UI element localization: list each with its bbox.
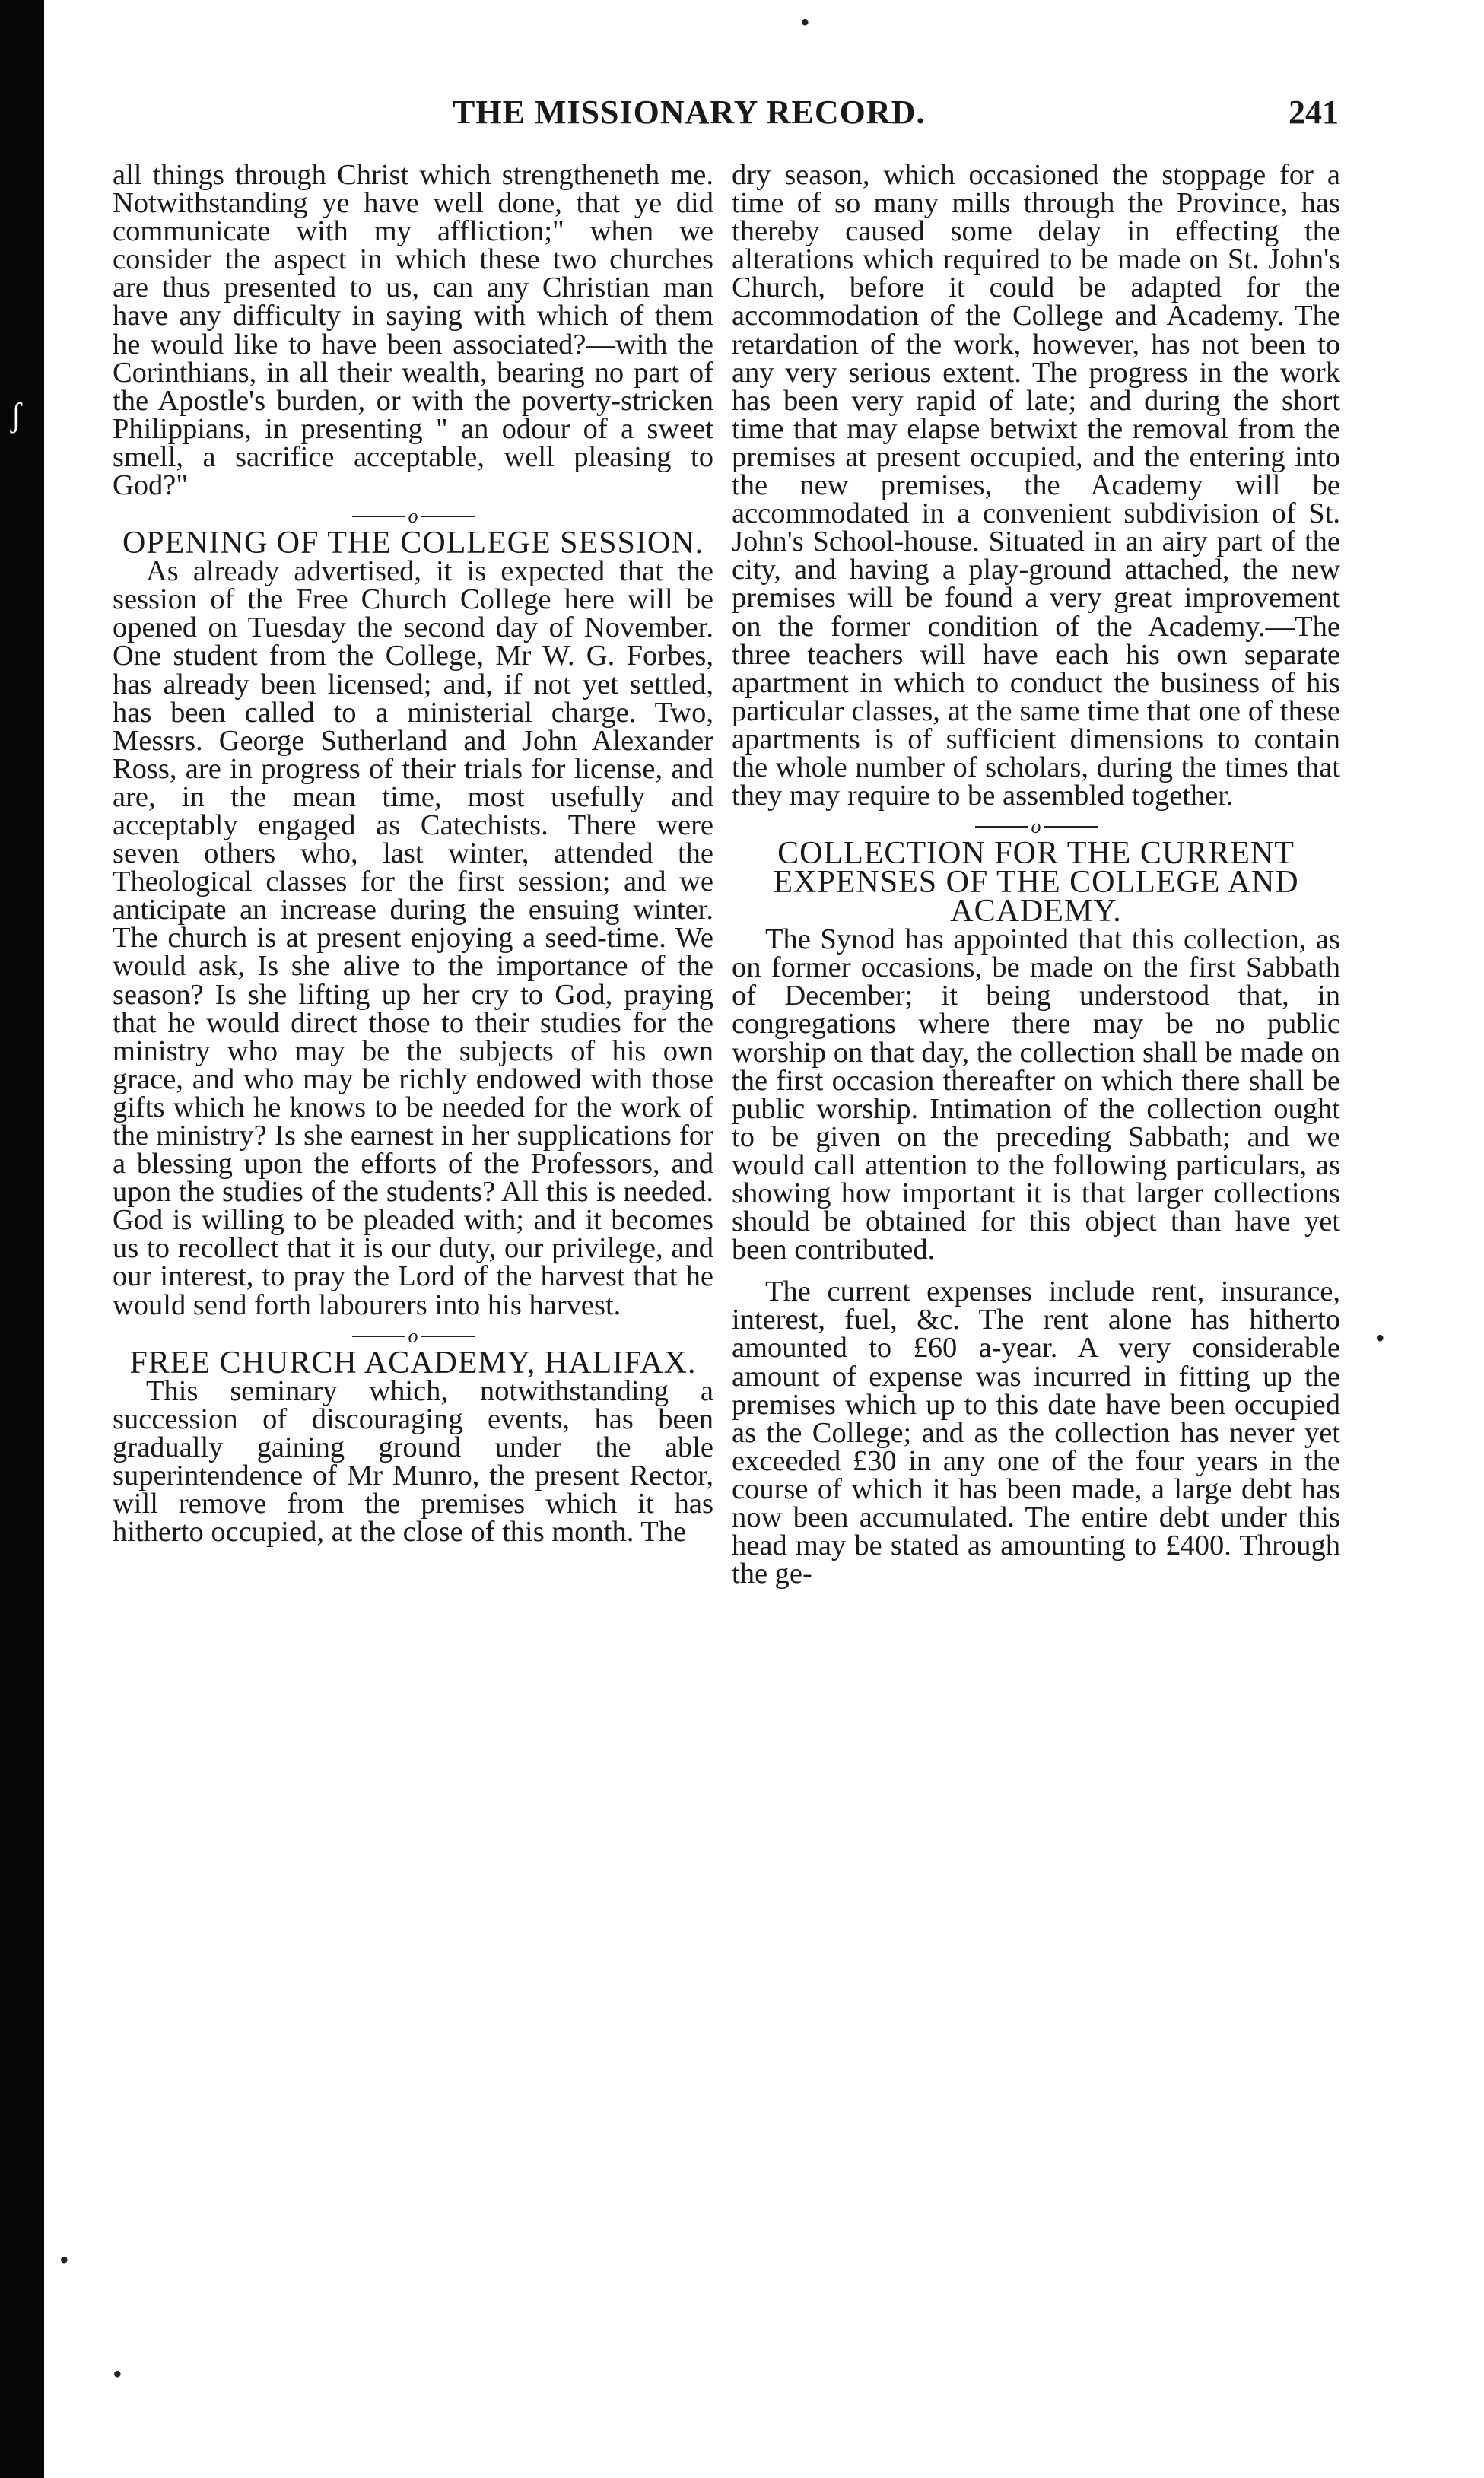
page-header <box>106 93 1339 138</box>
expenses-paragraph: The current expenses include rent, insurance, interest, fuel, &c. The rent alone has hitherto amounted to £60 a-year. A very considerable amount of expense was incurred in fitting up the premises which up to this date have been occupied as the College; and as the collection has never yet exceeded £30 in any one of the four years in the course of which it has been made, a large debt has now been accumulated. The entire debt under this head may be stated as amounting to £400. Through the ge- <box>732 1276 1340 1590</box>
top-dot-mark: • <box>800 7 810 37</box>
section-separator: o <box>732 810 1340 839</box>
bottom-dot-mark: • <box>113 2359 122 2389</box>
right-column <box>732 161 1340 1588</box>
right-margin-mark: • <box>1375 1323 1385 1353</box>
binding-edge <box>0 0 44 2478</box>
running-title: THE MISSIONARY RECORD. <box>453 94 926 131</box>
heading-free-church-academy: FREE CHURCH ACADEMY, HALIFAX. <box>129 1345 697 1380</box>
left-margin-mark: ʃ <box>11 396 22 434</box>
section-separator: o <box>113 1320 713 1349</box>
left-column <box>113 159 713 1549</box>
academy-paragraph: This seminary which, notwithstanding a succession of discouraging events, has been gradually gaining ground under the able superintendence of Mr Munro, the present Rector, will remove from the premises which it has hitherto occupied, at the close of this month. The <box>113 1374 713 1549</box>
collection-paragraph: The Synod has appointed that this collection, as on former occasions, be made on the first Sabbath of December; it being understood that, in congregations where there may be no public worship on that day, the collection shall be made on the first occasion thereafter on which there shall be public worship. Intimation of the collection ought to be given on the preceding Sabbath; and we would call attention to the following particulars, as showing how important it is that larger collections should be obtained for this object than have yet been contributed. <box>732 923 1340 1266</box>
margin-dot-mark: • <box>59 2244 69 2275</box>
heading-collection: COLLECTION FOR THE CURRENT EXPENSES OF THE COLLEGE AND ACADEMY. <box>773 836 1299 929</box>
heading-college-session: OPENING OF THE COLLEGE SESSION. <box>122 526 704 561</box>
section-separator: o <box>113 500 713 529</box>
page-number: 241 <box>1289 94 1339 131</box>
college-session-paragraph: As already advertised, it is expected that the session of the Free Church College here will be opened on Tuesday the second day of November. One student from the College, Mr W. G. Forbes, has already been licensed; and, if not yet settled, has been called to a ministerial charge. Two, Messrs. George Sutherland and John Alexander Ross, are in progress of their trials for license, and are, in the mean time, most usefully and acceptably engaged as Catechists. There were seven others who, last winter, attended the Theological classes for the first session; and we anticipate an increase during the ensuing winter. The church is at present enjoying a seed-time. We would ask, Is she alive to the importance of the season? Is she lifting up her cry to God, praying that he would direct those to their studies for the ministry who may be the subjects of his own grace, and who may be richly endowed with those gifts which he knows to be needed for the work of the ministry? Is she earnest in her supplications for a blessing upon the efforts of the Professors, and upon the studies of the students? All this is needed. God is willing to be pleaded with; and it becomes us to recollect that it is our duty, our privilege, and our interest, to pray the Lord of the harvest that he would send forth labourers into his harvest. <box>113 555 713 1321</box>
academy-continued-paragraph: dry season, which occasioned the stoppage for a time of so many mills through the Province, has thereby caused some delay in effecting the alterations which required to be made on St. John's Church, before it could be adapted for the accommodation of the College and Academy. The retardation of the work, however, has not been to any very serious extent. The progress in the work has been very rapid of late; and during the short time that may elapse betwixt the removal from the premises at present occupied, and the entering into the new premises, the Academy will be accommodated in a convenient subdivision of St. John's School-house. Situated in an airy part of the city, and having a play-ground attached, the new premises will be found a very great improvement on the former condition of the Academy.—The three teachers will have each his own separate apartment in which to conduct the business of his particular classes, at the same time that one of these apartments is of sufficient dimensions to contain the whole number of scholars, during the times that they may require to be assembled together. <box>732 159 1340 812</box>
intro-paragraph: all things through Christ which strengthеneth me. Notwithstanding ye have well done, that ye did communicate with my affliction;" when we consider the aspect in which these two churches are thus presented to us, can any Christian man have any difficulty in saying with which of them he would like to have been associated?—with the Corinthians, in all their wealth, bearing no part of the Apostle's burden, or with the poverty-stricken Philippians, in presenting " an odour of a sweet smell, a sacrifice acceptable, well pleasing to God?" <box>113 159 713 502</box>
